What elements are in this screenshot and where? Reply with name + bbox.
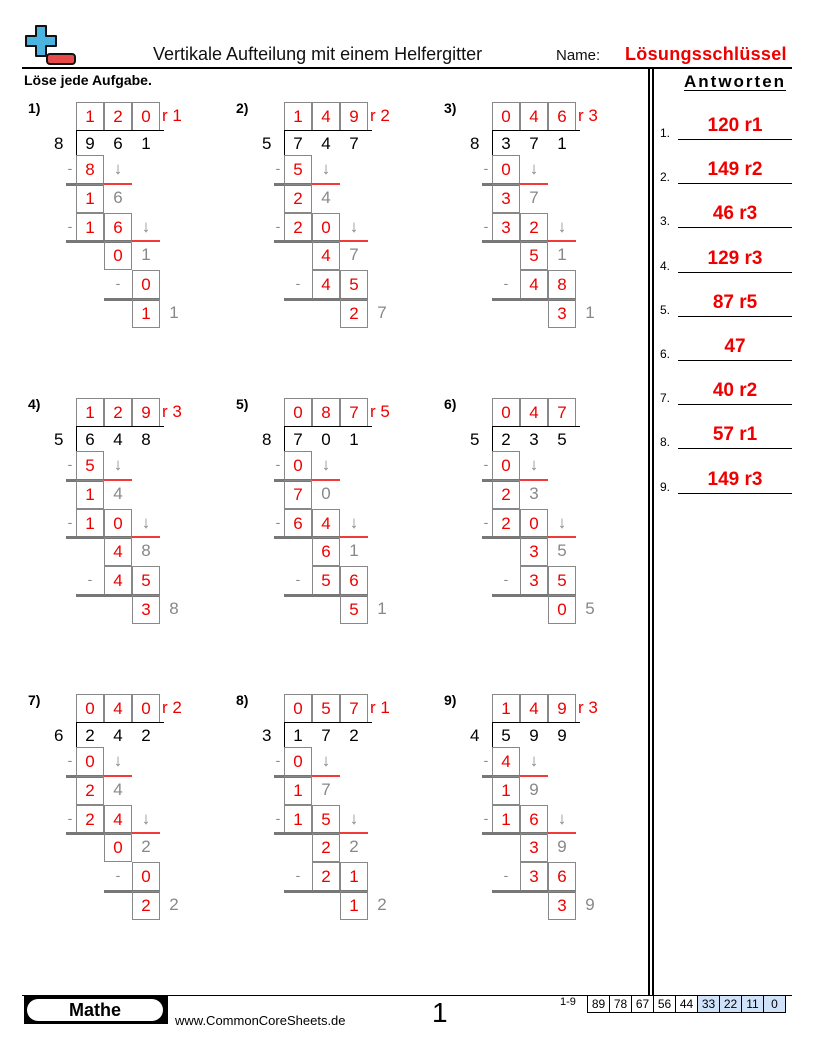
bring-down-arrow-icon: ↓ (141, 513, 151, 532)
answer-line (678, 360, 792, 361)
answer-line (678, 139, 792, 140)
remainder-label: r 3 (578, 698, 598, 717)
dividend-digit: 7 (321, 726, 331, 745)
problem-number: 5) (236, 396, 249, 412)
subtrahend-digit: 4 (104, 805, 132, 834)
difference-digit: 1 (76, 480, 104, 509)
problem-number: 7) (28, 692, 41, 708)
dividend-digit: 7 (529, 134, 539, 153)
bring-down-arrow-icon: ↓ (349, 513, 359, 532)
subtrahend-digit: 8 (76, 155, 104, 184)
instructions: Löse jede Aufgabe. (24, 72, 152, 88)
answer-number: 6. (660, 347, 671, 361)
difference-digit: 2 (284, 184, 312, 213)
score-cell: 78 (609, 995, 632, 1013)
answer-line (678, 272, 792, 273)
bring-down-arrow-icon: ↓ (529, 455, 539, 474)
quotient-digit: 9 (340, 102, 368, 131)
remainder-label: r 1 (370, 698, 390, 717)
dividend-digit: 8 (141, 430, 151, 449)
minus-sign: - (483, 160, 489, 176)
difference-digit: 6 (312, 537, 340, 566)
brought-down-digit: 3 (529, 484, 539, 503)
bring-down-arrow-icon: ↓ (141, 809, 151, 828)
subtrahend-digit: 4 (312, 509, 340, 538)
dividend-digit: 2 (141, 726, 151, 745)
subtrahend-digit: 5 (340, 270, 368, 299)
subtrahend-digit: 5 (548, 566, 576, 595)
quotient-digit: 9 (132, 398, 160, 427)
subtrahend-digit: 1 (340, 862, 368, 891)
answer-line (678, 227, 792, 228)
score-cell: 22 (719, 995, 742, 1013)
answer-number: 5. (660, 303, 671, 317)
dividend-digit: 1 (293, 726, 303, 745)
problem-number: 4) (28, 396, 41, 412)
dividend-digit: 1 (349, 430, 359, 449)
subtrahend-digit: 0 (132, 270, 160, 299)
quotient-digit: 7 (340, 398, 368, 427)
answer-row (660, 158, 792, 184)
answer-row (660, 423, 792, 449)
difference-digit: 1 (492, 776, 520, 805)
answer-value: 149 r2 (707, 159, 763, 180)
answer-value: 87 r5 (712, 292, 758, 313)
bring-down-arrow-icon: ↓ (321, 159, 331, 178)
answer-line (678, 316, 792, 317)
brought-down-digit: 8 (169, 599, 179, 618)
brought-down-digit: 2 (349, 837, 359, 856)
dividend-digit: 2 (349, 726, 359, 745)
dividend-digit: 9 (85, 134, 95, 153)
divisor: 8 (262, 430, 272, 449)
brought-down-digit: 7 (321, 780, 331, 799)
quotient-digit: 5 (312, 694, 340, 723)
difference-digit: 1 (284, 776, 312, 805)
answer-column-divider (648, 68, 654, 996)
division-problem (444, 692, 644, 932)
subtrahend-digit: 6 (548, 862, 576, 891)
minus-sign: - (503, 571, 509, 587)
answer-number: 8. (660, 435, 671, 449)
subtrahend-digit: 5 (76, 451, 104, 480)
quotient-digit: 6 (548, 102, 576, 131)
subtrahend-digit: 2 (312, 862, 340, 891)
answer-row (660, 202, 792, 228)
answer-value: 46 r3 (712, 203, 758, 224)
subtrahend-digit: 0 (76, 747, 104, 776)
quotient-digit: 8 (312, 398, 340, 427)
brought-down-digit: 1 (585, 303, 595, 322)
subtrahend-digit: 0 (104, 509, 132, 538)
problem-number: 1) (28, 100, 41, 116)
bring-down-arrow-icon: ↓ (113, 455, 123, 474)
subtrahend-digit: 5 (284, 155, 312, 184)
answer-row (660, 291, 792, 317)
dividend-digit: 3 (501, 134, 511, 153)
quotient-digit: 0 (492, 398, 520, 427)
answer-number: 4. (660, 259, 671, 273)
score-cell: 0 (763, 995, 786, 1013)
brought-down-digit: 9 (585, 895, 595, 914)
division-problem (444, 396, 644, 636)
minus-sign: - (483, 456, 489, 472)
subtrahend-digit: 8 (548, 270, 576, 299)
brought-down-digit: 9 (529, 780, 539, 799)
dividend-digit: 3 (529, 430, 539, 449)
brought-down-digit: 2 (377, 895, 387, 914)
subtrahend-digit: 4 (520, 270, 548, 299)
brought-down-digit: 7 (529, 188, 539, 207)
minus-sign: - (275, 514, 281, 530)
subtrahend-digit: 3 (520, 566, 548, 595)
subtrahend-digit: 0 (520, 509, 548, 538)
subtrahend-digit: 1 (76, 509, 104, 538)
subtrahend-digit: 4 (492, 747, 520, 776)
divisor: 8 (470, 134, 480, 153)
subtrahend-digit: 3 (492, 213, 520, 242)
minus-sign: - (67, 810, 73, 826)
final-remainder-digit: 0 (548, 595, 576, 624)
minus-sign: - (67, 218, 73, 234)
difference-digit: 3 (492, 184, 520, 213)
quotient-digit: 0 (132, 694, 160, 723)
page-number: 1 (432, 997, 448, 1028)
bring-down-arrow-icon: ↓ (557, 217, 567, 236)
subtrahend-digit: 0 (284, 451, 312, 480)
minus-sign: - (275, 218, 281, 234)
division-problem (28, 692, 228, 932)
dividend-digit: 9 (557, 726, 567, 745)
subtrahend-digit: 0 (492, 451, 520, 480)
problem-number: 8) (236, 692, 249, 708)
dividend-digit: 9 (529, 726, 539, 745)
remainder-label: r 5 (370, 402, 390, 421)
brought-down-digit: 7 (349, 245, 359, 264)
quotient-digit: 0 (76, 694, 104, 723)
minus-sign: - (483, 752, 489, 768)
score-cell: 11 (741, 995, 764, 1013)
problem-number: 9) (444, 692, 457, 708)
answer-row (660, 379, 792, 405)
subtrahend-digit: 4 (312, 270, 340, 299)
final-remainder-digit: 3 (548, 891, 576, 920)
subtrahend-digit: 6 (284, 509, 312, 538)
divisor: 5 (470, 430, 480, 449)
problem-number: 3) (444, 100, 457, 116)
minus-sign: - (275, 752, 281, 768)
subtrahend-digit: 5 (312, 805, 340, 834)
minus-sign: - (87, 571, 93, 587)
bring-down-arrow-icon: ↓ (141, 217, 151, 236)
dividend-digit: 1 (141, 134, 151, 153)
difference-digit: 5 (520, 241, 548, 270)
problem-number: 6) (444, 396, 457, 412)
answer-number: 7. (660, 391, 671, 405)
brought-down-digit: 5 (585, 599, 595, 618)
difference-digit: 2 (76, 776, 104, 805)
brought-down-digit: 7 (377, 303, 387, 322)
brought-down-digit: 1 (557, 245, 567, 264)
dividend-digit: 2 (85, 726, 95, 745)
quotient-digit: 0 (284, 694, 312, 723)
quotient-digit: 4 (520, 102, 548, 131)
answer-line (678, 404, 792, 405)
bring-down-arrow-icon: ↓ (557, 513, 567, 532)
brand-badge (24, 996, 168, 1024)
subtrahend-digit: 6 (520, 805, 548, 834)
minus-sign: - (295, 571, 301, 587)
answer-line (678, 183, 792, 184)
answer-line (678, 493, 792, 494)
answer-row (660, 335, 792, 361)
brought-down-digit: 6 (113, 188, 123, 207)
answer-value: 47 (724, 336, 746, 357)
divisor: 5 (54, 430, 64, 449)
dividend-digit: 4 (113, 726, 123, 745)
bring-down-arrow-icon: ↓ (529, 159, 539, 178)
brought-down-digit: 4 (113, 780, 123, 799)
answer-number: 3. (660, 214, 671, 228)
minus-sign: - (275, 456, 281, 472)
score-cell: 89 (587, 995, 610, 1013)
divisor: 6 (54, 726, 64, 745)
answer-line (678, 448, 792, 449)
site-url[interactable]: www.CommonCoreSheets.de (175, 1013, 346, 1028)
dividend-digit: 4 (321, 134, 331, 153)
minus-sign: - (503, 275, 509, 291)
bring-down-arrow-icon: ↓ (321, 455, 331, 474)
subtrahend-digit: 1 (284, 805, 312, 834)
score-cell: 56 (653, 995, 676, 1013)
score-cell: 67 (631, 995, 654, 1013)
score-range-label: 1-9 (560, 996, 576, 1008)
answer-row (660, 468, 792, 494)
dividend-digit: 6 (113, 134, 123, 153)
subtrahend-digit: 0 (132, 862, 160, 891)
dividend-digit: 7 (293, 430, 303, 449)
dividend-digit: 1 (557, 134, 567, 153)
divisor: 4 (470, 726, 480, 745)
brought-down-digit: 2 (169, 895, 179, 914)
minus-sign: - (275, 810, 281, 826)
brand-label: Mathe (27, 999, 163, 1021)
dividend-digit: 7 (349, 134, 359, 153)
division-problem (444, 100, 644, 340)
subtrahend-digit: 5 (132, 566, 160, 595)
quotient-digit: 4 (520, 398, 548, 427)
final-remainder-digit: 2 (132, 891, 160, 920)
subtrahend-digit: 5 (312, 566, 340, 595)
problem-number: 2) (236, 100, 249, 116)
final-remainder-digit: 3 (548, 299, 576, 328)
brought-down-digit: 4 (113, 484, 123, 503)
difference-digit: 7 (284, 480, 312, 509)
header-divider (22, 67, 792, 69)
final-remainder-digit: 1 (132, 299, 160, 328)
dividend-digit: 5 (501, 726, 511, 745)
subtrahend-digit: 0 (284, 747, 312, 776)
dividend-digit: 0 (321, 430, 331, 449)
score-cell: 33 (697, 995, 720, 1013)
brought-down-digit: 0 (321, 484, 331, 503)
difference-digit: 0 (104, 241, 132, 270)
quotient-digit: 7 (548, 398, 576, 427)
subtrahend-digit: 4 (104, 566, 132, 595)
remainder-label: r 3 (162, 402, 182, 421)
quotient-digit: 7 (340, 694, 368, 723)
divisor: 3 (262, 726, 272, 745)
difference-digit: 2 (492, 480, 520, 509)
dividend-digit: 4 (113, 430, 123, 449)
divisor: 5 (262, 134, 272, 153)
quotient-digit: 4 (104, 694, 132, 723)
difference-digit: 4 (312, 241, 340, 270)
answer-value: 149 r3 (707, 469, 763, 490)
subtrahend-digit: 2 (284, 213, 312, 242)
brought-down-digit: 2 (141, 837, 151, 856)
brought-down-digit: 8 (141, 541, 151, 560)
minus-sign: - (115, 867, 121, 883)
minus-sign: - (483, 810, 489, 826)
answer-value: 129 r3 (707, 248, 763, 269)
dividend-digit: 2 (501, 430, 511, 449)
quotient-digit: 1 (284, 102, 312, 131)
minus-sign: - (115, 275, 121, 291)
minus-sign: - (67, 752, 73, 768)
minus-sign: - (295, 275, 301, 291)
subtrahend-digit: 0 (492, 155, 520, 184)
bring-down-arrow-icon: ↓ (113, 751, 123, 770)
answer-number: 2. (660, 170, 671, 184)
quotient-digit: 4 (312, 102, 340, 131)
difference-digit: 3 (520, 537, 548, 566)
answer-value: 120 r1 (707, 115, 763, 136)
quotient-digit: 4 (520, 694, 548, 723)
difference-digit: 0 (104, 833, 132, 862)
remainder-label: r 2 (162, 698, 182, 717)
answers-title: Antworten (684, 72, 787, 91)
subtrahend-digit: 2 (492, 509, 520, 538)
bring-down-arrow-icon: ↓ (349, 809, 359, 828)
quotient-digit: 0 (132, 102, 160, 131)
quotient-digit: 2 (104, 102, 132, 131)
subtrahend-digit: 2 (520, 213, 548, 242)
difference-digit: 2 (312, 833, 340, 862)
answer-value: 57 r1 (712, 424, 758, 445)
minus-sign: - (483, 218, 489, 234)
subtrahend-digit: 0 (312, 213, 340, 242)
quotient-digit: 0 (492, 102, 520, 131)
subtrahend-digit: 1 (492, 805, 520, 834)
final-remainder-digit: 5 (340, 595, 368, 624)
division-problem (28, 100, 228, 340)
answer-number: 9. (660, 480, 671, 494)
quotient-digit: 1 (76, 102, 104, 131)
dividend-digit: 5 (557, 430, 567, 449)
minus-sign: - (483, 514, 489, 530)
final-remainder-digit: 2 (340, 299, 368, 328)
minus-sign: - (67, 160, 73, 176)
divisor: 8 (54, 134, 64, 153)
name-value: Lösungsschlüssel (625, 44, 787, 64)
final-remainder-digit: 3 (132, 595, 160, 624)
subtrahend-digit: 2 (76, 805, 104, 834)
plus-minus-logo-icon (24, 24, 78, 66)
bring-down-arrow-icon: ↓ (557, 809, 567, 828)
brought-down-digit: 5 (557, 541, 567, 560)
subtrahend-digit: 1 (76, 213, 104, 242)
division-problem (236, 100, 436, 340)
dividend-digit: 7 (293, 134, 303, 153)
score-table (588, 995, 786, 1013)
brought-down-digit: 4 (321, 188, 331, 207)
division-problem (28, 396, 228, 636)
difference-digit: 4 (104, 537, 132, 566)
brought-down-digit: 1 (349, 541, 359, 560)
score-cell: 44 (675, 995, 698, 1013)
bring-down-arrow-icon: ↓ (321, 751, 331, 770)
subtrahend-digit: 6 (104, 213, 132, 242)
division-problem (236, 396, 436, 636)
minus-sign: - (67, 514, 73, 530)
subtrahend-digit: 6 (340, 566, 368, 595)
minus-sign: - (275, 160, 281, 176)
brought-down-digit: 9 (557, 837, 567, 856)
difference-digit: 3 (520, 833, 548, 862)
bring-down-arrow-icon: ↓ (529, 751, 539, 770)
remainder-label: r 1 (162, 106, 182, 125)
brought-down-digit: 1 (141, 245, 151, 264)
quotient-digit: 2 (104, 398, 132, 427)
bring-down-arrow-icon: ↓ (349, 217, 359, 236)
bring-down-arrow-icon: ↓ (113, 159, 123, 178)
quotient-digit: 9 (548, 694, 576, 723)
answer-row (660, 114, 792, 140)
minus-sign: - (295, 867, 301, 883)
answer-row (660, 247, 792, 273)
answer-number: 1. (660, 126, 671, 140)
division-problem (236, 692, 436, 932)
quotient-digit: 0 (284, 398, 312, 427)
minus-sign: - (67, 456, 73, 472)
worksheet-title: Vertikale Aufteilung mit einem Helfergitter (153, 44, 483, 64)
brought-down-digit: 1 (377, 599, 387, 618)
final-remainder-digit: 1 (340, 891, 368, 920)
remainder-label: r 2 (370, 106, 390, 125)
remainder-label: r 3 (578, 106, 598, 125)
subtrahend-digit: 3 (520, 862, 548, 891)
name-label: Name: (556, 47, 601, 64)
quotient-digit: 1 (492, 694, 520, 723)
dividend-digit: 6 (85, 430, 95, 449)
answer-value: 40 r2 (712, 380, 758, 401)
minus-sign: - (503, 867, 509, 883)
difference-digit: 1 (76, 184, 104, 213)
quotient-digit: 1 (76, 398, 104, 427)
brought-down-digit: 1 (169, 303, 179, 322)
